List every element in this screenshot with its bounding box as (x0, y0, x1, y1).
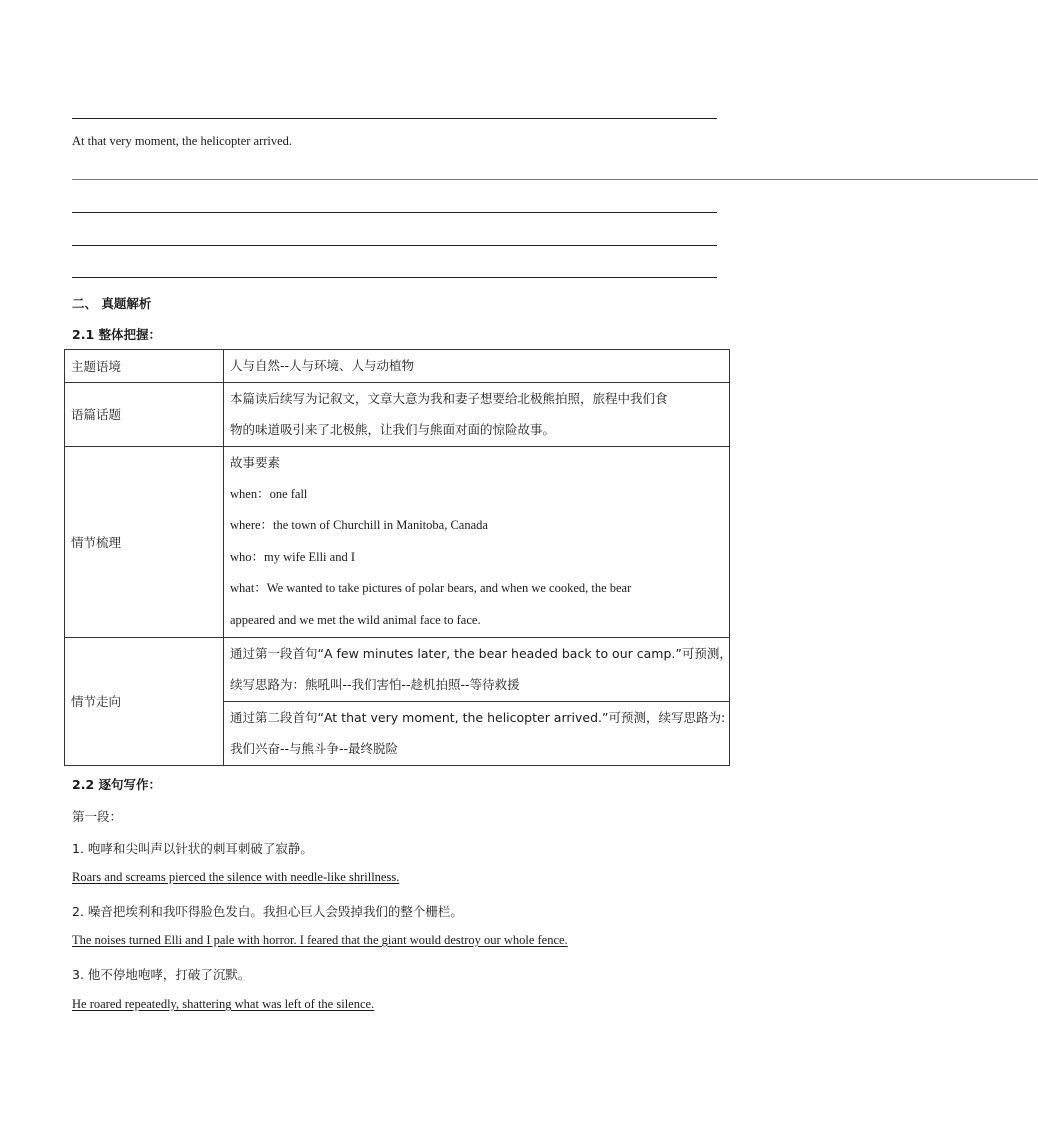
content-line: who：my wife Elli and I (230, 549, 355, 564)
table-row (65, 637, 730, 701)
row-content (224, 382, 730, 446)
row-content (224, 446, 730, 637)
content-line: 人与自然--人与环境、人与动植物 (230, 358, 415, 373)
content-line: 我们兴奋--与熊斗争--最终脱险 (230, 741, 399, 756)
top-sentence: At that very moment, the helicopter arrived. (72, 134, 293, 148)
content-line: 故事要素 (230, 455, 281, 470)
dash-rule: ———————————————————————————————————————————————————————————————————————————————————— (72, 171, 1038, 185)
row-label: 情节梳理 (65, 446, 224, 637)
row-content (224, 350, 730, 383)
paragraph-label: 第一段： (72, 809, 123, 824)
content-line: where：the town of Churchill in Manitoba, Canada (230, 518, 488, 532)
content-line: when：one fall (230, 486, 308, 501)
table-row (65, 382, 730, 446)
row-content (224, 701, 730, 765)
content-line: 续写思路为：熊吼叫--我们害怕--趁机拍照--等待救援 (230, 677, 520, 692)
answer-line (72, 118, 717, 119)
answer-line (72, 245, 717, 246)
content-line: 本篇读后续写为记叙文，文章大意为我和妻子想要给北极熊拍照，旅程中我们食 (230, 390, 668, 406)
answer-line (72, 277, 717, 278)
section-title: 二、 真题解析 (72, 296, 152, 311)
content-line: appeared and we met the wild animal face to face. (230, 612, 481, 627)
subsection-title: 2.1 整体把握： (72, 327, 161, 342)
content-line: what：We wanted to take pictures of polar bears, and when we cooked, the bear (230, 581, 632, 595)
sentence-prompt: 1. 咆哮和尖叫声以针状的刺耳刺破了寂静。 (72, 841, 313, 856)
table-row (65, 350, 730, 383)
content-line: 通过第一段首句“A few minutes later, the bear headed back to our camp.”可预测， (230, 645, 732, 661)
answer-line (72, 212, 717, 213)
content-line: 物的味道吸引来了北极熊，让我们与熊面对面的惊险故事。 (230, 422, 556, 437)
sentence-prompt: 2. 噪音把埃利和我吓得脸色发白。我担心巨人会毁掉我们的整个栅栏。 (72, 904, 463, 919)
row-label: 情节走向 (65, 637, 224, 765)
sentence-answer: The noises turned Elli and I pale with horror. I feared that the giant would destroy our whole fence. (72, 933, 568, 947)
content-line: 通过第二段首句“At that very moment, the helicopter arrived.”可预测，续写思路为: (230, 709, 726, 725)
subsection-title: 2.2 逐句写作： (72, 777, 161, 792)
row-label: 主题语境 (65, 350, 224, 383)
sentence-answer: Roars and screams pierced the silence with needle-like shrillness. (72, 870, 400, 884)
sentence-answer: He roared repeatedly, shattering what was left of the silence. (72, 997, 375, 1011)
analysis-table (64, 349, 730, 766)
sentence-prompt: 3. 他不停地咆哮，打破了沉默。 (72, 967, 251, 982)
row-content (224, 637, 730, 701)
row-label: 语篇话题 (65, 382, 224, 446)
table-row (65, 446, 730, 637)
